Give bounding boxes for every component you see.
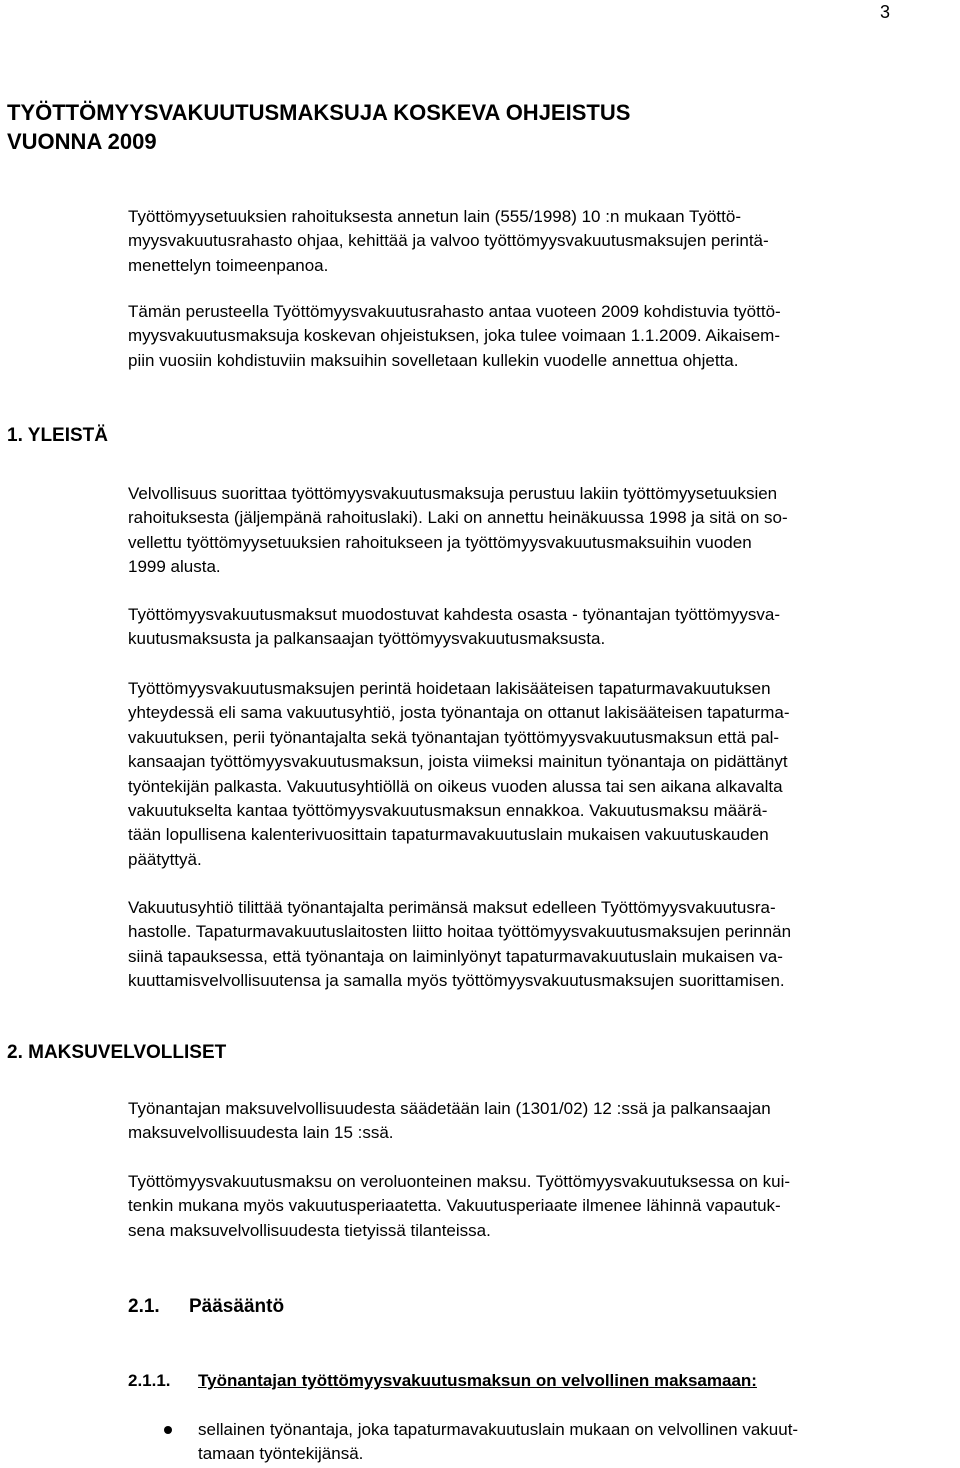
text-line: Työttömyysvakuutusmaksujen perintä hoidetaan lakisääteisen tapaturmavakuutuksen bbox=[128, 679, 771, 698]
text-line: vakuutukselta kantaa työttömyysvakuutusmaksun ennakkoa. Vakuutusmaksu määrä- bbox=[128, 801, 768, 821]
text-line: maksuvelvollisuudesta lain 15 :ssä. bbox=[128, 1123, 394, 1143]
page-number: 3 bbox=[880, 2, 891, 22]
text-line: 1999 alusta. bbox=[128, 557, 221, 577]
text-line: hastolle. Tapaturmavakuutuslaitosten liitto hoitaa työttömyysvakuutusmaksujen perinnän bbox=[128, 922, 792, 942]
text-line: Työttömyysvakuutusmaksut muodostuvat kahdesta osasta - työnantajan työttömyysva- bbox=[128, 605, 780, 624]
text-line: sena maksuvelvollisuudesta tietyissä tilanteissa. bbox=[128, 1220, 491, 1240]
text-line: tamaan työntekijänsä. bbox=[198, 1444, 364, 1464]
text-line: kuutusmaksusta ja palkansaajan työttömyysvakuutusmaksusta. bbox=[128, 629, 606, 649]
subsection-2-1-heading bbox=[128, 1296, 284, 1318]
text-line: päätyttyä. bbox=[128, 849, 202, 869]
text-line: Työttömyysetuuksien rahoituksesta annetun lain (555/1998) 10 :n mukaan Työttö- bbox=[128, 207, 741, 226]
text-line: Vakuutusyhtiö tilittää työnantajalta perimänsä maksut edelleen Työttömyysvakuutusra- bbox=[128, 898, 776, 917]
bullet-list bbox=[160, 1418, 798, 1467]
section-1-paragraph-1 bbox=[128, 482, 788, 580]
subsection-2-1-1-heading bbox=[128, 1371, 757, 1391]
text-line: kansaajan työttömyysvakuutusmaksun, joista viimeksi mainitun työnantaja on pidättänyt bbox=[128, 752, 788, 772]
subsection-number: 2.1.1. bbox=[128, 1371, 171, 1390]
intro-paragraph-1 bbox=[128, 205, 769, 278]
text-line: tään lopullisena kalenterivuosittain tapaturmavakuutuslain mukaisen vakuutuskauden bbox=[128, 825, 769, 845]
subsection-number: 2.1. bbox=[128, 1296, 160, 1317]
list-item bbox=[160, 1418, 798, 1467]
text-line: myysvakuutusmaksuja koskevan ohjeistuksen, joka tulee voimaan 1.1.2009. Aikaisem- bbox=[128, 326, 781, 346]
section-1-paragraph-4 bbox=[128, 896, 791, 994]
section-1-paragraph-2 bbox=[128, 603, 780, 652]
section-2-heading: 2. MAKSUVELVOLLISET bbox=[7, 1042, 227, 1063]
text-line: tenkin mukana myös vakuutusperiaatetta. Vakuutusperiaate ilmenee lähinnä vapautuk- bbox=[128, 1196, 781, 1216]
text-line: vakuutuksen, perii työnantajalta sekä työnantajan työttömyysvakuutusmaksun että pal- bbox=[128, 727, 780, 747]
text-line: sellainen työnantaja, joka tapaturmavakuutuslain mukaan on velvollinen vakuut- bbox=[198, 1420, 799, 1439]
text-line: yhteydessä eli sama vakuutusyhtiö, josta työnantaja on ottanut lakisääteisen tapaturma- bbox=[128, 703, 790, 723]
section-1-paragraph-3 bbox=[128, 677, 790, 872]
subsection-title: Pääsääntö bbox=[189, 1296, 285, 1317]
text-line: menettelyn toimeenpanoa. bbox=[128, 255, 329, 275]
text-line: siinä tapauksessa, että työnantaja on laiminlyönyt tapaturmavakuutuslain mukaisen va- bbox=[128, 946, 783, 966]
section-2-paragraph-2 bbox=[128, 1170, 790, 1243]
text-line: Tämän perusteella Työttömyysvakuutusrahasto antaa vuoteen 2009 kohdistuvia työttö- bbox=[128, 302, 781, 321]
text-line: vellettu työttömyysetuuksien rahoitukseen ja työttömyysvakuutusmaksuihin vuoden bbox=[128, 532, 752, 552]
document-title-line: TYÖTTÖMYYSVAKUUTUSMAKSUJA KOSKEVA OHJEISTUS bbox=[7, 100, 631, 125]
section-1-heading: 1. YLEISTÄ bbox=[7, 425, 109, 446]
bullet-icon bbox=[164, 1426, 172, 1434]
text-line: myysvakuutusrahasto ohjaa, kehittää ja valvoo työttömyysvakuutusmaksujen perintä- bbox=[128, 231, 769, 251]
document-title-line: VUONNA 2009 bbox=[7, 129, 157, 154]
text-line: piin vuosiin kohdistuviin maksuihin sovelletaan kullekin vuodelle annettua ohjetta. bbox=[128, 350, 739, 370]
text-line: kuuttamisvelvollisuutensa ja samalla myös työttömyysvakuutusmaksujen suorittamisen. bbox=[128, 971, 785, 991]
text-line: rahoituksesta (jäljempänä rahoituslaki). Laki on annettu heinäkuussa 1998 ja sitä on so- bbox=[128, 508, 788, 528]
section-2-paragraph-1 bbox=[128, 1097, 771, 1146]
text-line: Työttömyysvakuutusmaksu on veroluonteinen maksu. Työttömyysvakuutuksessa on kui- bbox=[128, 1172, 791, 1191]
text-line: Velvollisuus suorittaa työttömyysvakuutusmaksuja perustuu lakiin työttömyysetuuksien bbox=[128, 484, 778, 503]
text-line: Työnantajan maksuvelvollisuudesta säädetään lain (1301/02) 12 :ssä ja palkansaajan bbox=[128, 1099, 771, 1118]
intro-paragraph-2 bbox=[128, 300, 781, 373]
subsection-title: Työnantajan työttömyysvakuutusmaksun on velvollinen maksamaan: bbox=[198, 1371, 757, 1390]
text-line: työntekijän palkasta. Vakuutusyhtiöllä on oikeus vuoden alussa tai sen aikana alkavalta bbox=[128, 776, 783, 796]
document-title bbox=[7, 98, 630, 156]
